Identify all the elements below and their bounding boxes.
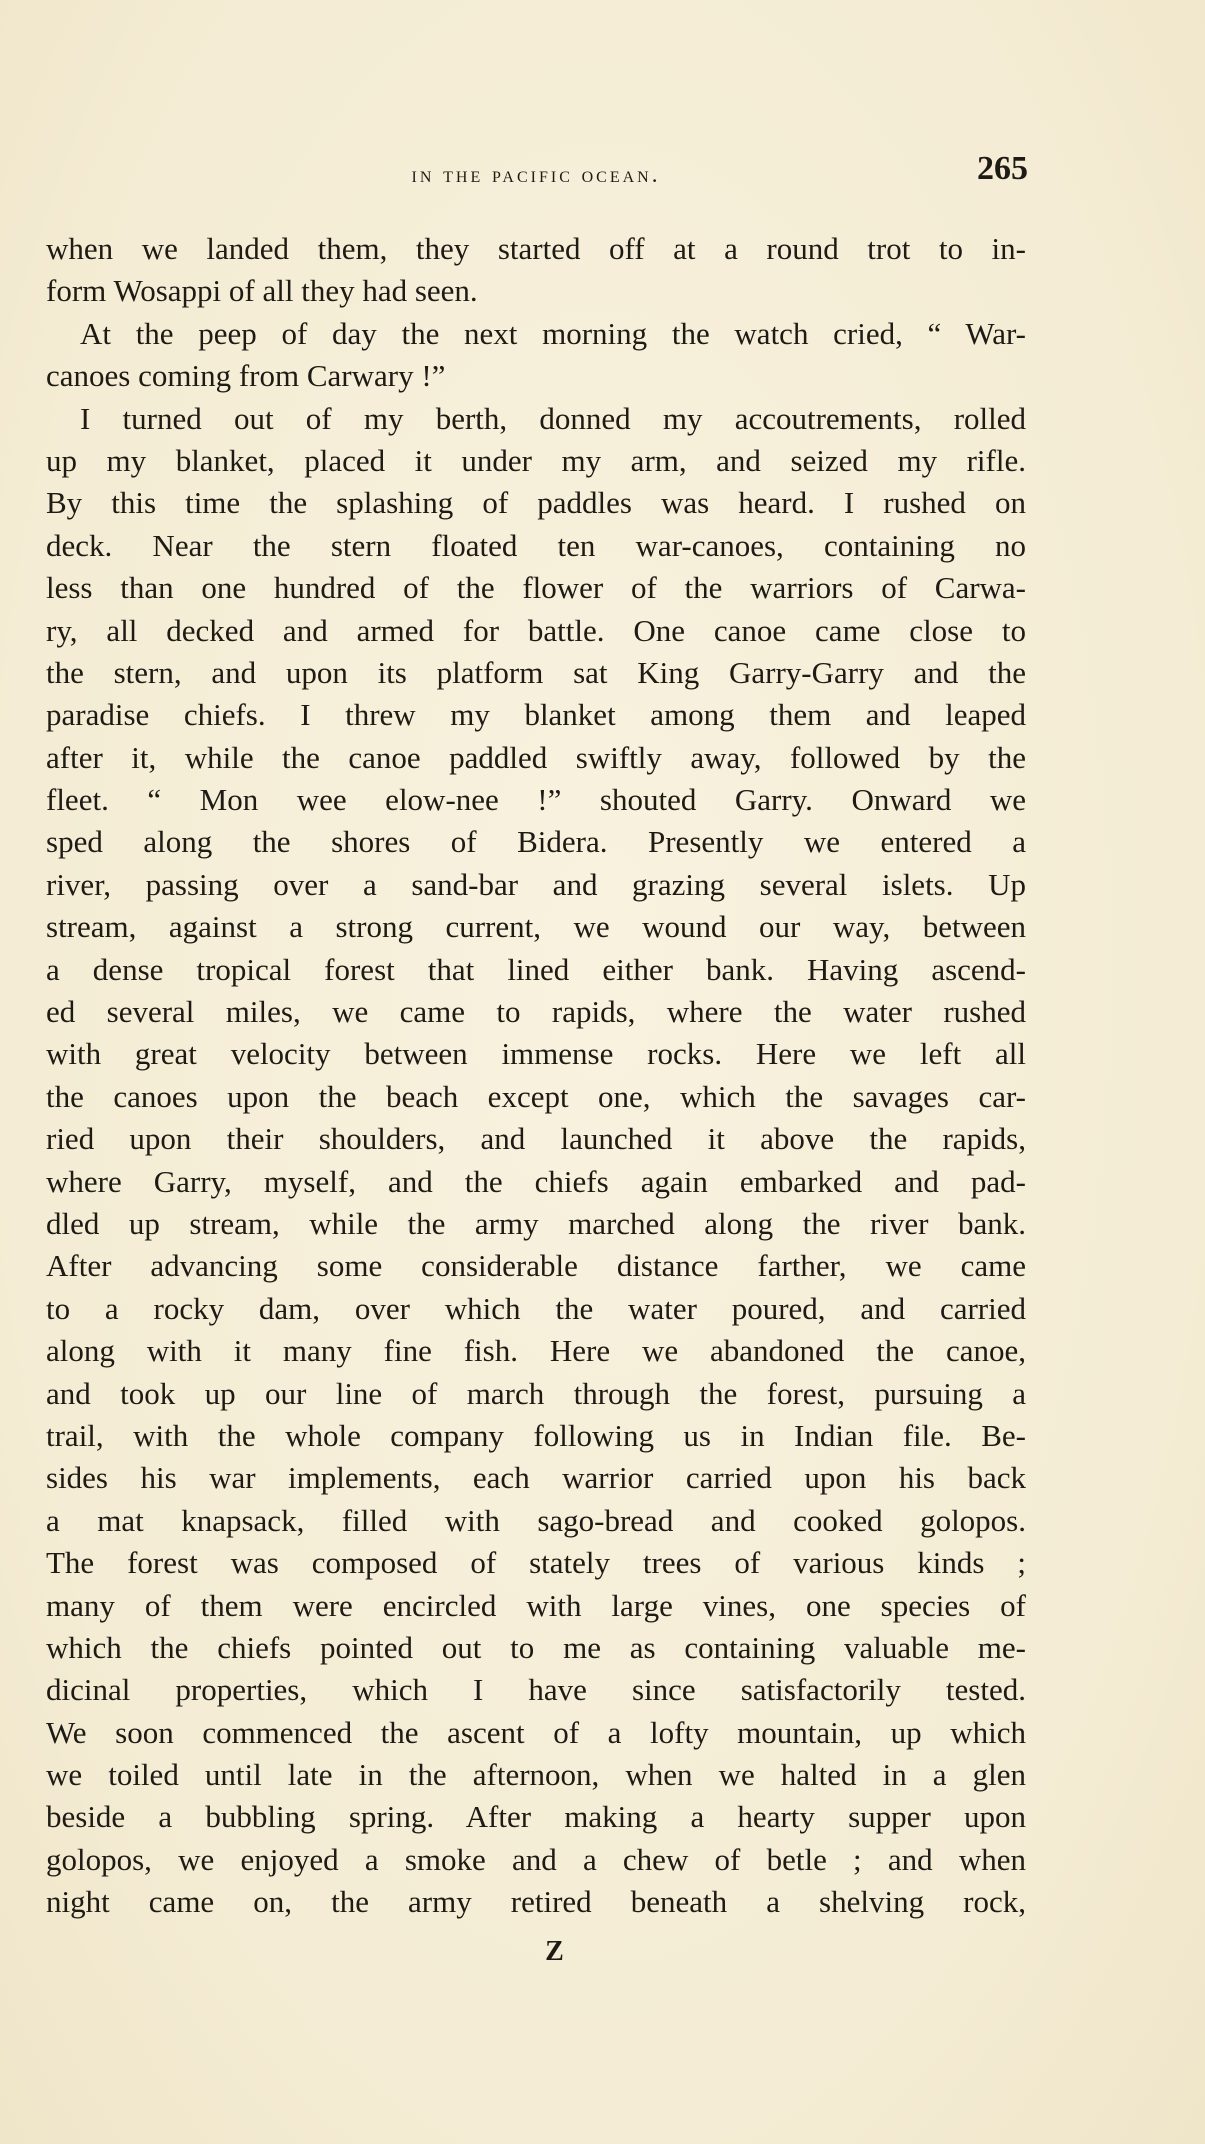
text-line: dicinal properties, which I have since satisfactorily tested. — [46, 1672, 1026, 1708]
text-line: we toiled until late in the afternoon, when we halted in a glen — [46, 1757, 1026, 1793]
text-line: sped along the shores of Bidera. Presently we entered a — [46, 824, 1026, 860]
text-line: stream, against a strong current, we wound our way, between — [46, 909, 1026, 945]
text-line: a dense tropical forest that lined either bank. Having ascend- — [46, 951, 1026, 987]
text-line: At the peep of day the next morning the watch cried, “ War- — [80, 315, 1026, 351]
text-line: with great velocity between immense rocks. Here we left all — [46, 1036, 1026, 1072]
body-text — [46, 228, 1026, 1924]
text-line: deck. Near the stern floated ten war-canoes, containing no — [46, 527, 1026, 563]
text-line: We soon commenced the ascent of a lofty mountain, up which — [46, 1714, 1026, 1750]
text-line: which the chiefs pointed out to me as containing valuable me- — [46, 1629, 1026, 1665]
page-header — [46, 150, 1026, 200]
text-line: and took up our line of march through the forest, pursuing a — [46, 1375, 1026, 1411]
text-line: dled up stream, while the army marched along the river bank. — [46, 1205, 1026, 1241]
text-line: By this time the splashing of paddles was heard. I rushed on — [46, 485, 1026, 521]
text-line: I turned out of my berth, donned my accoutrements, rolled — [80, 400, 1026, 436]
text-line: ry, all decked and armed for battle. One canoe came close to — [46, 612, 1026, 648]
text-line: fleet. “ Mon wee elow-nee !” shouted Garry. Onward we — [46, 782, 1026, 818]
text-line: ried upon their shoulders, and launched it above the rapids, — [46, 1121, 1026, 1157]
text-line: sides his war implements, each warrior carried upon his back — [46, 1460, 1026, 1496]
text-line: many of them were encircled with large vines, one species of — [46, 1587, 1026, 1623]
text-line: when we landed them, they started off at a round trot to in- — [46, 231, 1026, 266]
text-line: along with it many fine fish. Here we abandoned the canoe, — [46, 1333, 1026, 1369]
text-line: up my blanket, placed it under my arm, and seized my rifle. — [46, 442, 1026, 478]
text-line: a mat knapsack, filled with sago-bread and cooked golopos. — [46, 1502, 1026, 1538]
text-line: where Garry, myself, and the chiefs again embarked and pad- — [46, 1163, 1026, 1199]
text-line: form Wosappi of all they had seen. — [46, 273, 478, 309]
text-line: ed several miles, we came to rapids, where the water rushed — [46, 994, 1026, 1030]
text-line: the canoes upon the beach except one, which the savages car- — [46, 1078, 1026, 1114]
text-line: After advancing some considerable distance farther, we came — [46, 1248, 1026, 1284]
text-line: less than one hundred of the flower of the warriors of Carwa- — [46, 570, 1026, 606]
text-line: night came on, the army retired beneath a shelving rock, — [46, 1884, 1026, 1920]
text-line: trail, with the whole company following us in Indian file. Be- — [46, 1417, 1026, 1453]
text-line: to a rocky dam, over which the water poured, and carried — [46, 1290, 1026, 1326]
text-line: canoes coming from Carwary !” — [46, 358, 446, 394]
text-line: The forest was composed of stately trees of various kinds ; — [46, 1545, 1026, 1581]
page-number: 265 — [977, 150, 1028, 187]
text-line: paradise chiefs. I threw my blanket among them and leaped — [46, 697, 1026, 733]
text-line: the stern, and upon its platform sat King Garry-Garry and the — [46, 654, 1026, 690]
text-line: river, passing over a sand-bar and grazing several islets. Up — [46, 866, 1026, 902]
text-line: after it, while the canoe paddled swiftly away, followed by the — [46, 739, 1026, 775]
running-head: in the pacific ocean. — [411, 162, 661, 187]
text-line: beside a bubbling spring. After making a hearty supper upon — [46, 1799, 1026, 1835]
signature-mark: Z — [545, 1936, 565, 1967]
text-line: golopos, we enjoyed a smoke and a chew of betle ; and when — [46, 1841, 1026, 1877]
